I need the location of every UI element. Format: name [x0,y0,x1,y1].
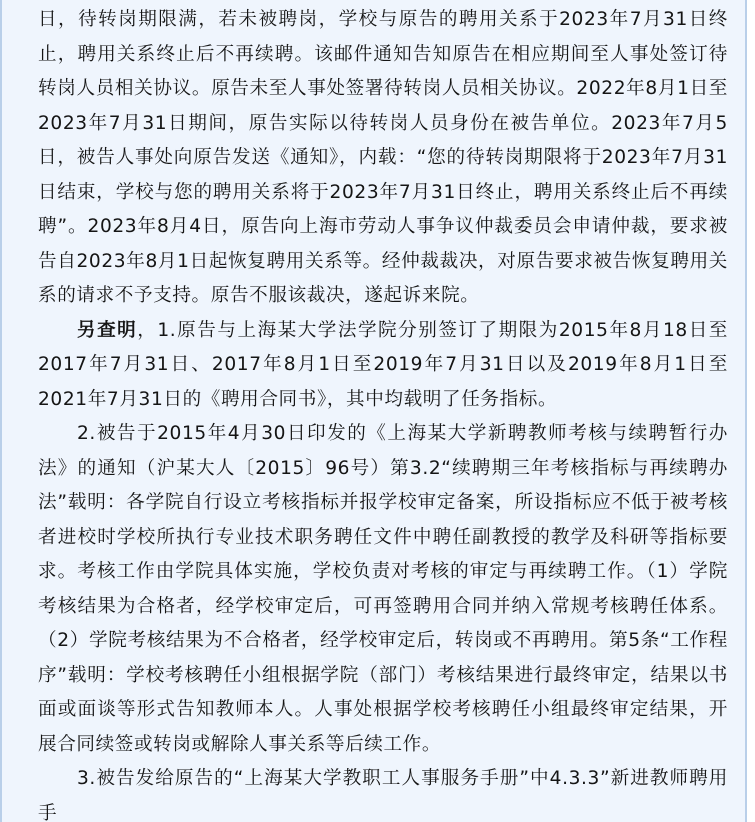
document-body [38,3,728,822]
additional-findings-text: ，1.原告与上海某大学法学院分别签订了期限为2015年8月18日至2017年7月31日、2017年8月1日至2019年7月31日以及2019年8月1日至2021年7月31日的《聘用合同书》，其中均载明了任务指标。 [38,319,728,410]
additional-findings-lead: 另查明 [77,319,138,341]
paragraph-handbook: 3.被告发给原告的“上海某大学教职工人事服务手册”中4.3.3”新进教师聘用手 [38,768,728,822]
paragraph-assessment-rules: 2.被告于2015年4月30日印发的《上海某大学新聘教师考核与续聘暂行办法》的通知（沪某大人〔2015〕96号）第3.2“续聘期三年考核指标与再续聘办法”载明：各学院自行设立考核指标并报学校审定备案，所设指标应不低于被考核者进校时学校所执行专业技术职务聘任文件中聘任副教授的教学及科研等指标要求。考核工作由学院具体实施，学校负责对考核的审定与再续聘工作。（1）学院考核结果为合格者，经学校审定后，可再签聘用合同并纳入常规考核聘任体系。（2）学院考核结果为不合格者，经学校审定后，转岗或不再聘用。第5条“工作程序”载明：学校考核聘任小组根据学院（部门）考核结果进行最终审定，结果以书面或面谈等形式告知教师本人。人事处根据学校考核聘任小组最终审定结果，开展合同续签或转岗或解除人事关系等后续工作。 [38,423,728,755]
paragraph-additional-findings [38,314,728,418]
paragraph-facts-continued: 日，待转岗期限满，若未被聘岗，学校与原告的聘用关系于2023年7月31日终止，聘用关系终止后不再续聘。该邮件通知告知原告在相应期间至人事处签订待转岗人员相关协议。原告未至人事处签署待转岗人员相关协议。2022年8月1日至2023年7月31日期间，原告实际以待转岗人员身份在被告单位。2023年7月5日，被告人事处向原告发送《通知》，内载：“您的待转岗期限将于2023年7月31日结束，学校与您的聘用关系将于2023年7月31日终止，聘用关系终止后不再续聘”。2023年8月4日，原告向上海市劳动人事争议仲裁委员会申请仲裁，要求被告自2023年8月1日起恢复聘用关系等。经仲裁裁决，对原告要求被告恢复聘用关系的请求不予支持。原告不服该裁决，遂起诉来院。 [38,9,728,306]
